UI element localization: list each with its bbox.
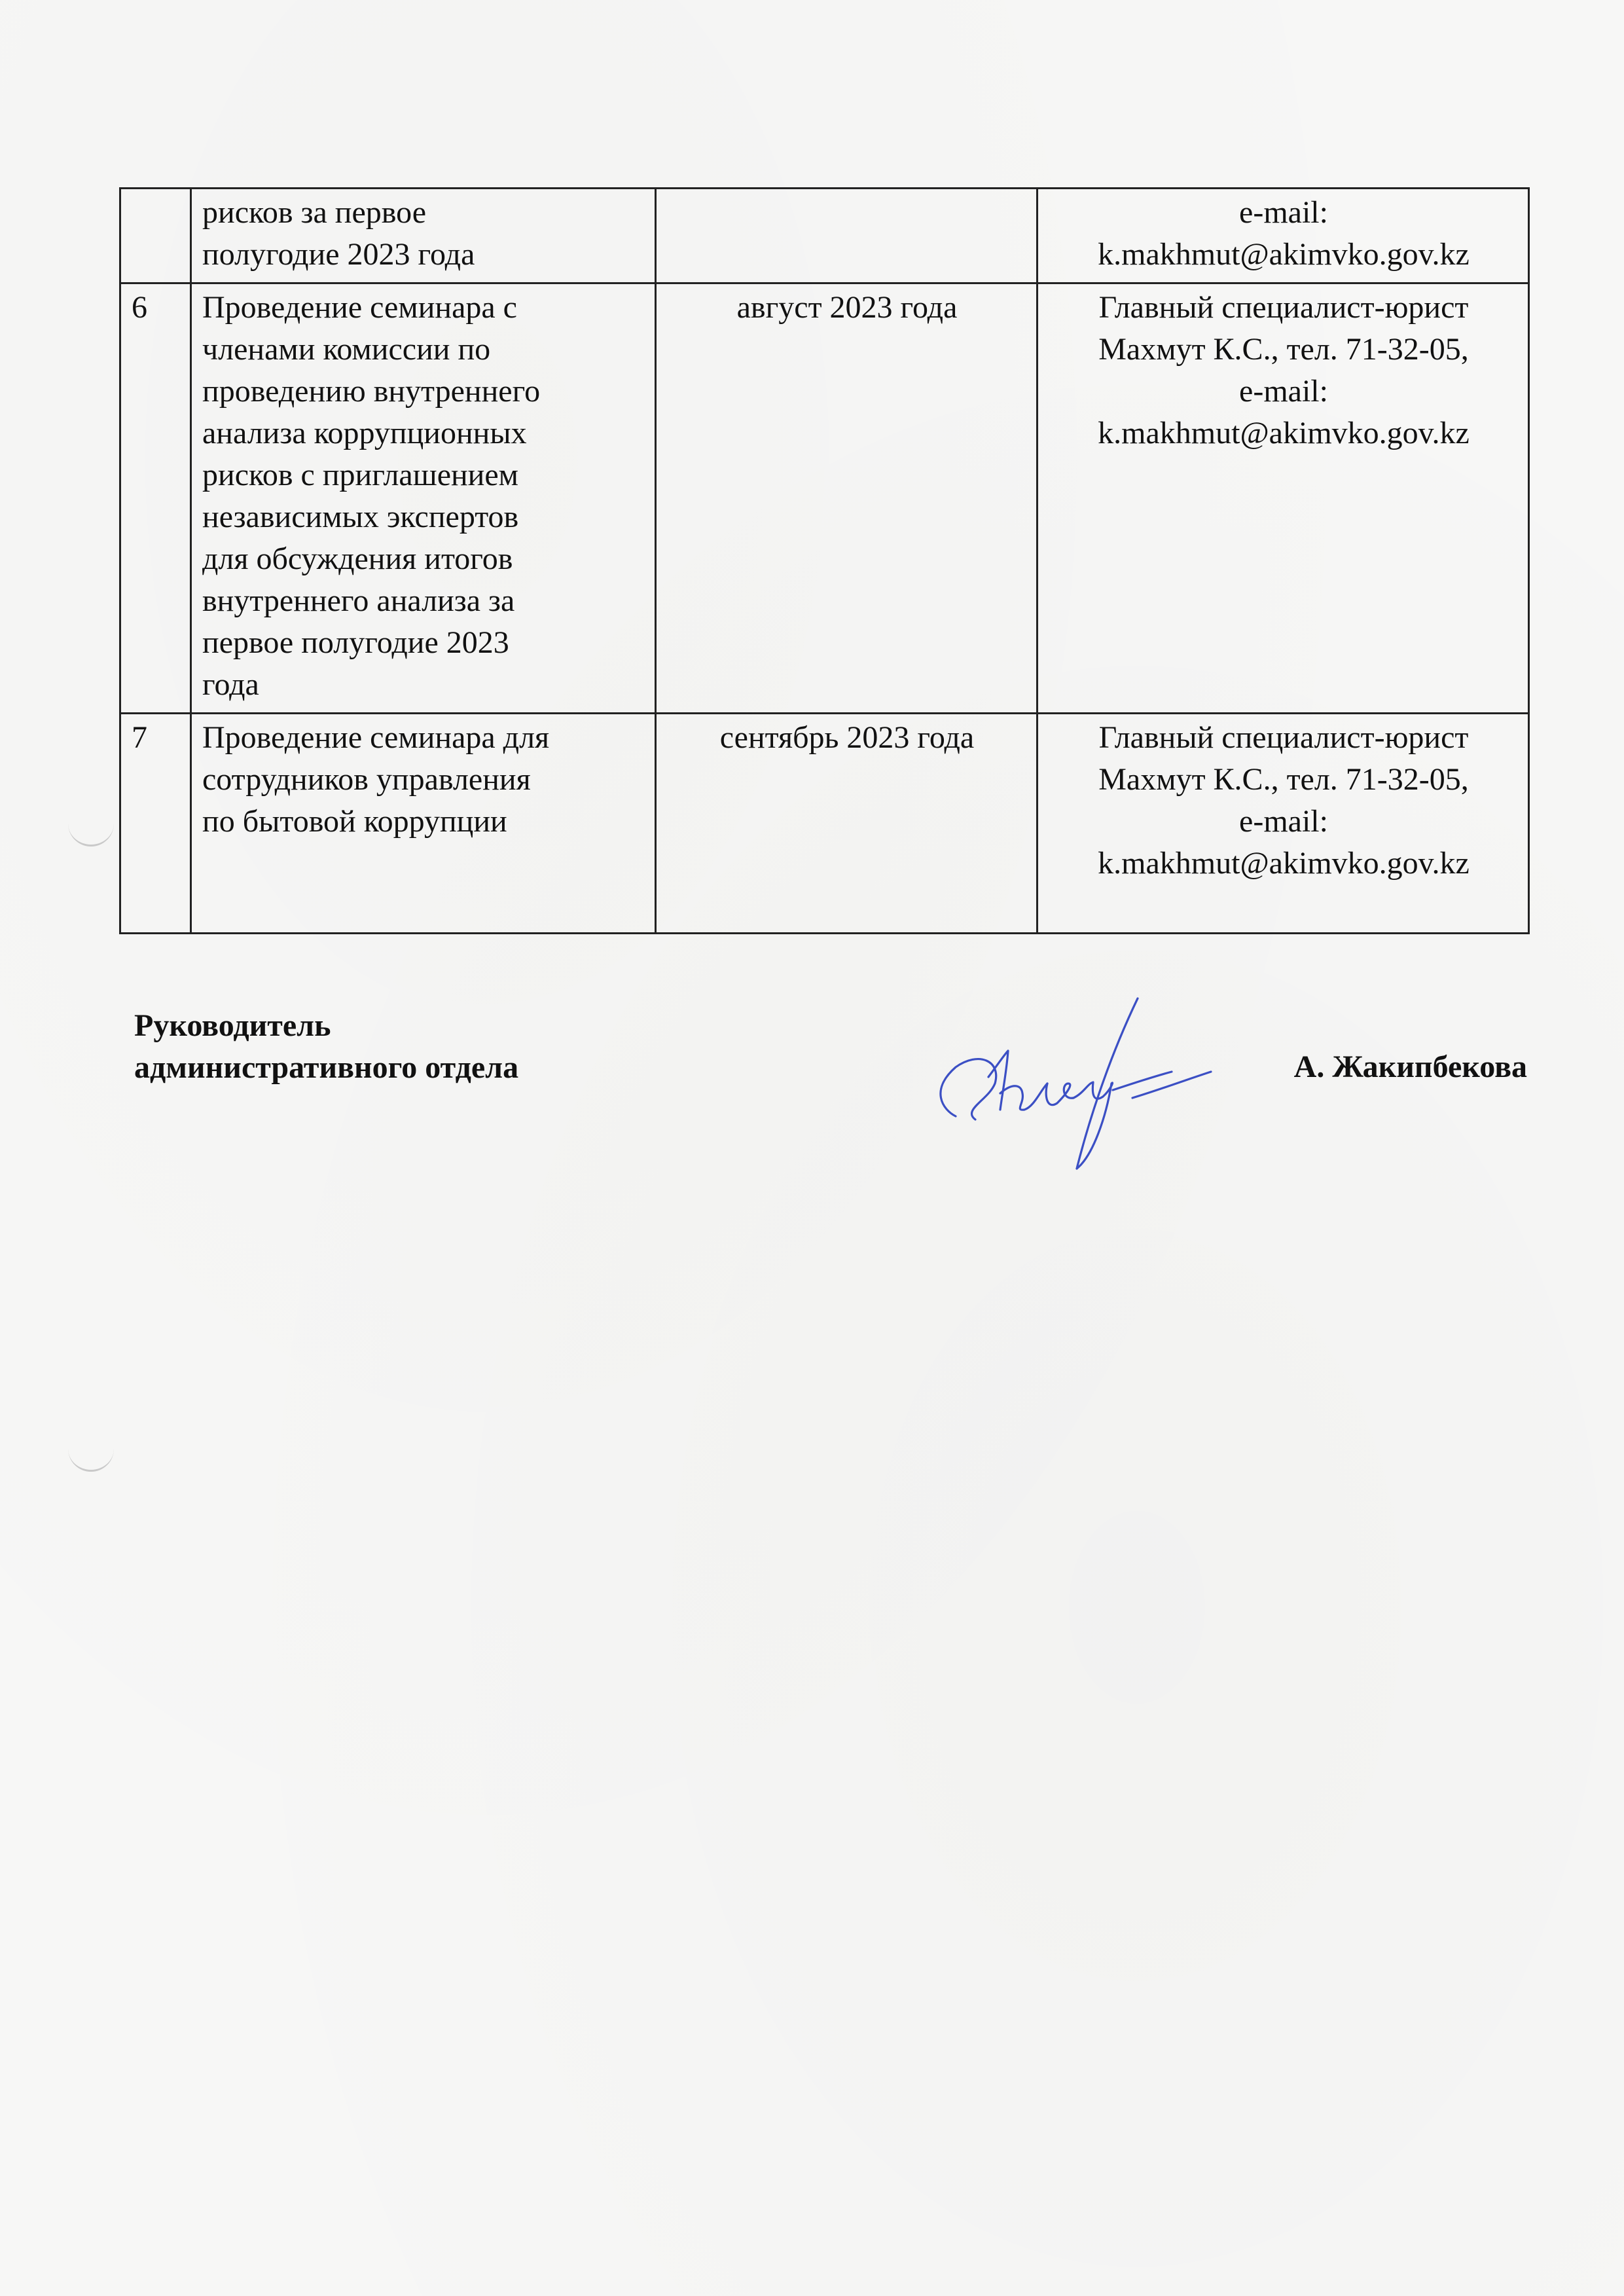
activity-plan-table (119, 187, 1530, 934)
responsible-line: k.makhmut@akimvko.gov.kz (1098, 237, 1470, 272)
activity-line: рисков за первое (202, 195, 427, 230)
signatory-position (134, 1005, 518, 1089)
punch-hole-mark (68, 1444, 114, 1472)
activity-line: по бытовой коррупции (202, 804, 507, 839)
activity-line: проведению внутреннего (202, 374, 541, 409)
punch-hole-mark (68, 818, 114, 847)
deadline (656, 189, 1038, 283)
deadline: август 2023 года (656, 283, 1038, 714)
responsible-line: Главный специалист-юрист (1098, 720, 1469, 755)
table-row (120, 283, 1529, 714)
responsible-line: Махмут К.С., тел. 71-32-05, (1098, 332, 1469, 367)
signer-name: А. Жакипбекова (1293, 1049, 1527, 1084)
activity-line: независимых экспертов (202, 500, 519, 534)
activity-line: для обсуждения итогов (202, 541, 513, 576)
activity-description (191, 283, 656, 714)
activity-description (191, 714, 656, 934)
table-row (120, 714, 1529, 934)
table-row (120, 189, 1529, 283)
position-line: административного отдела (134, 1050, 519, 1085)
responsible-line: Махмут К.С., тел. 71-32-05, (1098, 762, 1469, 797)
activity-line: первое полугодие 2023 (202, 625, 509, 660)
activity-line: полугодие 2023 года (202, 237, 475, 272)
activity-line: рисков с приглашением (202, 458, 519, 492)
activity-line: сотрудников управления (202, 762, 531, 797)
row-number (120, 189, 191, 283)
responsible-line: k.makhmut@akimvko.gov.kz (1098, 416, 1470, 450)
position-line: Руководитель (134, 1008, 331, 1043)
responsible-person (1038, 189, 1529, 283)
handwritten-signature (916, 985, 1231, 1175)
activity-line: года (202, 667, 259, 702)
row-number: 6 (120, 283, 191, 714)
activity-line: Проведение семинара с (202, 290, 517, 325)
responsible-person (1038, 714, 1529, 934)
responsible-line: e-mail: (1239, 804, 1328, 839)
deadline: сентябрь 2023 года (656, 714, 1038, 934)
row-number: 7 (120, 714, 191, 934)
responsible-line: e-mail: (1239, 374, 1328, 409)
activity-line: внутреннего анализа за (202, 583, 515, 618)
activity-description (191, 189, 656, 283)
responsible-line: e-mail: (1239, 195, 1328, 230)
responsible-line: k.makhmut@akimvko.gov.kz (1098, 846, 1470, 881)
responsible-line: Главный специалист-юрист (1098, 290, 1469, 325)
responsible-person (1038, 283, 1529, 714)
activity-line: членами комиссии по (202, 332, 491, 367)
activity-line: анализа коррупционных (202, 416, 527, 450)
activity-line: Проведение семинара для (202, 720, 550, 755)
